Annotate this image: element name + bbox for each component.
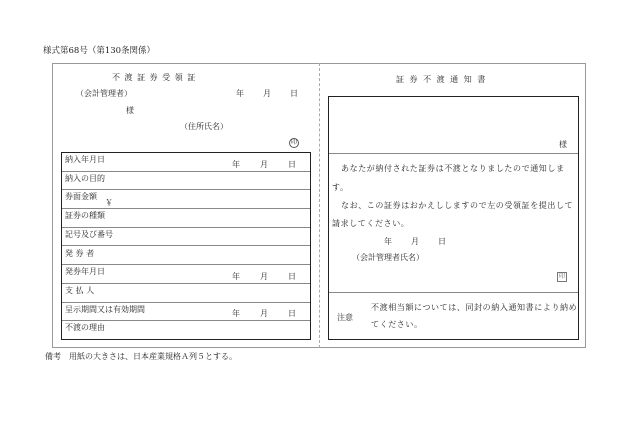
row-date: 年 月 日 bbox=[232, 159, 296, 169]
notice-date-day: 日 bbox=[438, 237, 446, 246]
row-issue-date: 発券年月日 年 月 日 bbox=[62, 265, 310, 284]
notice-issuer: （会計管理者氏名） bbox=[352, 253, 424, 262]
notice-separator bbox=[329, 153, 578, 154]
notice-seal-icon: 印 bbox=[558, 273, 565, 280]
row-date: 年 月 日 bbox=[232, 271, 296, 281]
notice-paragraph1-line2: す。 bbox=[332, 183, 349, 192]
form-number: 様式第68号（第130条関係） bbox=[43, 46, 156, 56]
receipt-date-day: 日 bbox=[290, 89, 298, 98]
note-line2: てください。 bbox=[371, 320, 423, 329]
row-payment-purpose: 納入の目的 bbox=[62, 172, 310, 191]
notice-date-year: 年 bbox=[384, 237, 392, 246]
row-presentation-period: 呈示期間又は有効期間 年 月 日 bbox=[62, 303, 310, 322]
notice-box bbox=[328, 96, 579, 340]
row-security-type: 証券の種類 bbox=[62, 209, 310, 228]
footer-note: 備考 用紙の大きさは、日本産業規格Ａ列５とする。 bbox=[45, 352, 237, 361]
perforation-divider bbox=[319, 63, 320, 348]
notice-title: 証 券 不 渡 通 知 書 bbox=[396, 75, 487, 84]
receipt-seal-icon: 印 bbox=[290, 139, 297, 146]
receipt-addressee: （会計管理者） bbox=[76, 89, 132, 98]
notice-paragraph2-line1: なお、この証券はおかえししますので左の受領証を提出して bbox=[341, 201, 574, 210]
receipt-address-name: （住所氏名） bbox=[180, 122, 228, 131]
row-dishonor-reason: 不渡の理由 bbox=[65, 323, 105, 333]
notice-paragraph2-line2: 請求してください。 bbox=[332, 219, 410, 228]
receipt-date-year: 年 bbox=[236, 89, 244, 98]
notice-paragraph1-line1: あなたが納付された証券は不渡となりましたので通知しま bbox=[341, 164, 565, 173]
row-issuer: 発 券 者 bbox=[62, 247, 310, 266]
row-face-amount: 券面金額 ￥ bbox=[62, 190, 310, 209]
row-symbol-number: 記号及び番号 bbox=[62, 228, 310, 247]
note-label: 注意 bbox=[337, 313, 353, 322]
receipt-table bbox=[61, 152, 311, 340]
notice-note-separator bbox=[329, 292, 578, 293]
notice-date-month: 月 bbox=[411, 237, 419, 246]
yen-icon: ￥ bbox=[105, 198, 113, 208]
row-date: 年 月 日 bbox=[232, 309, 296, 319]
receipt-honorific: 様 bbox=[126, 106, 134, 115]
note-line1: 不渡相当額については、同封の納入通知書により納め bbox=[371, 303, 578, 312]
receipt-title: 不 渡 証 券 受 領 証 bbox=[112, 73, 197, 82]
row-payment-date: 納入年月日 年 月 日 bbox=[62, 153, 310, 172]
notice-honorific: 様 bbox=[559, 140, 567, 149]
receipt-date-month: 月 bbox=[263, 89, 271, 98]
row-payer: 支 払 人 bbox=[62, 284, 310, 303]
